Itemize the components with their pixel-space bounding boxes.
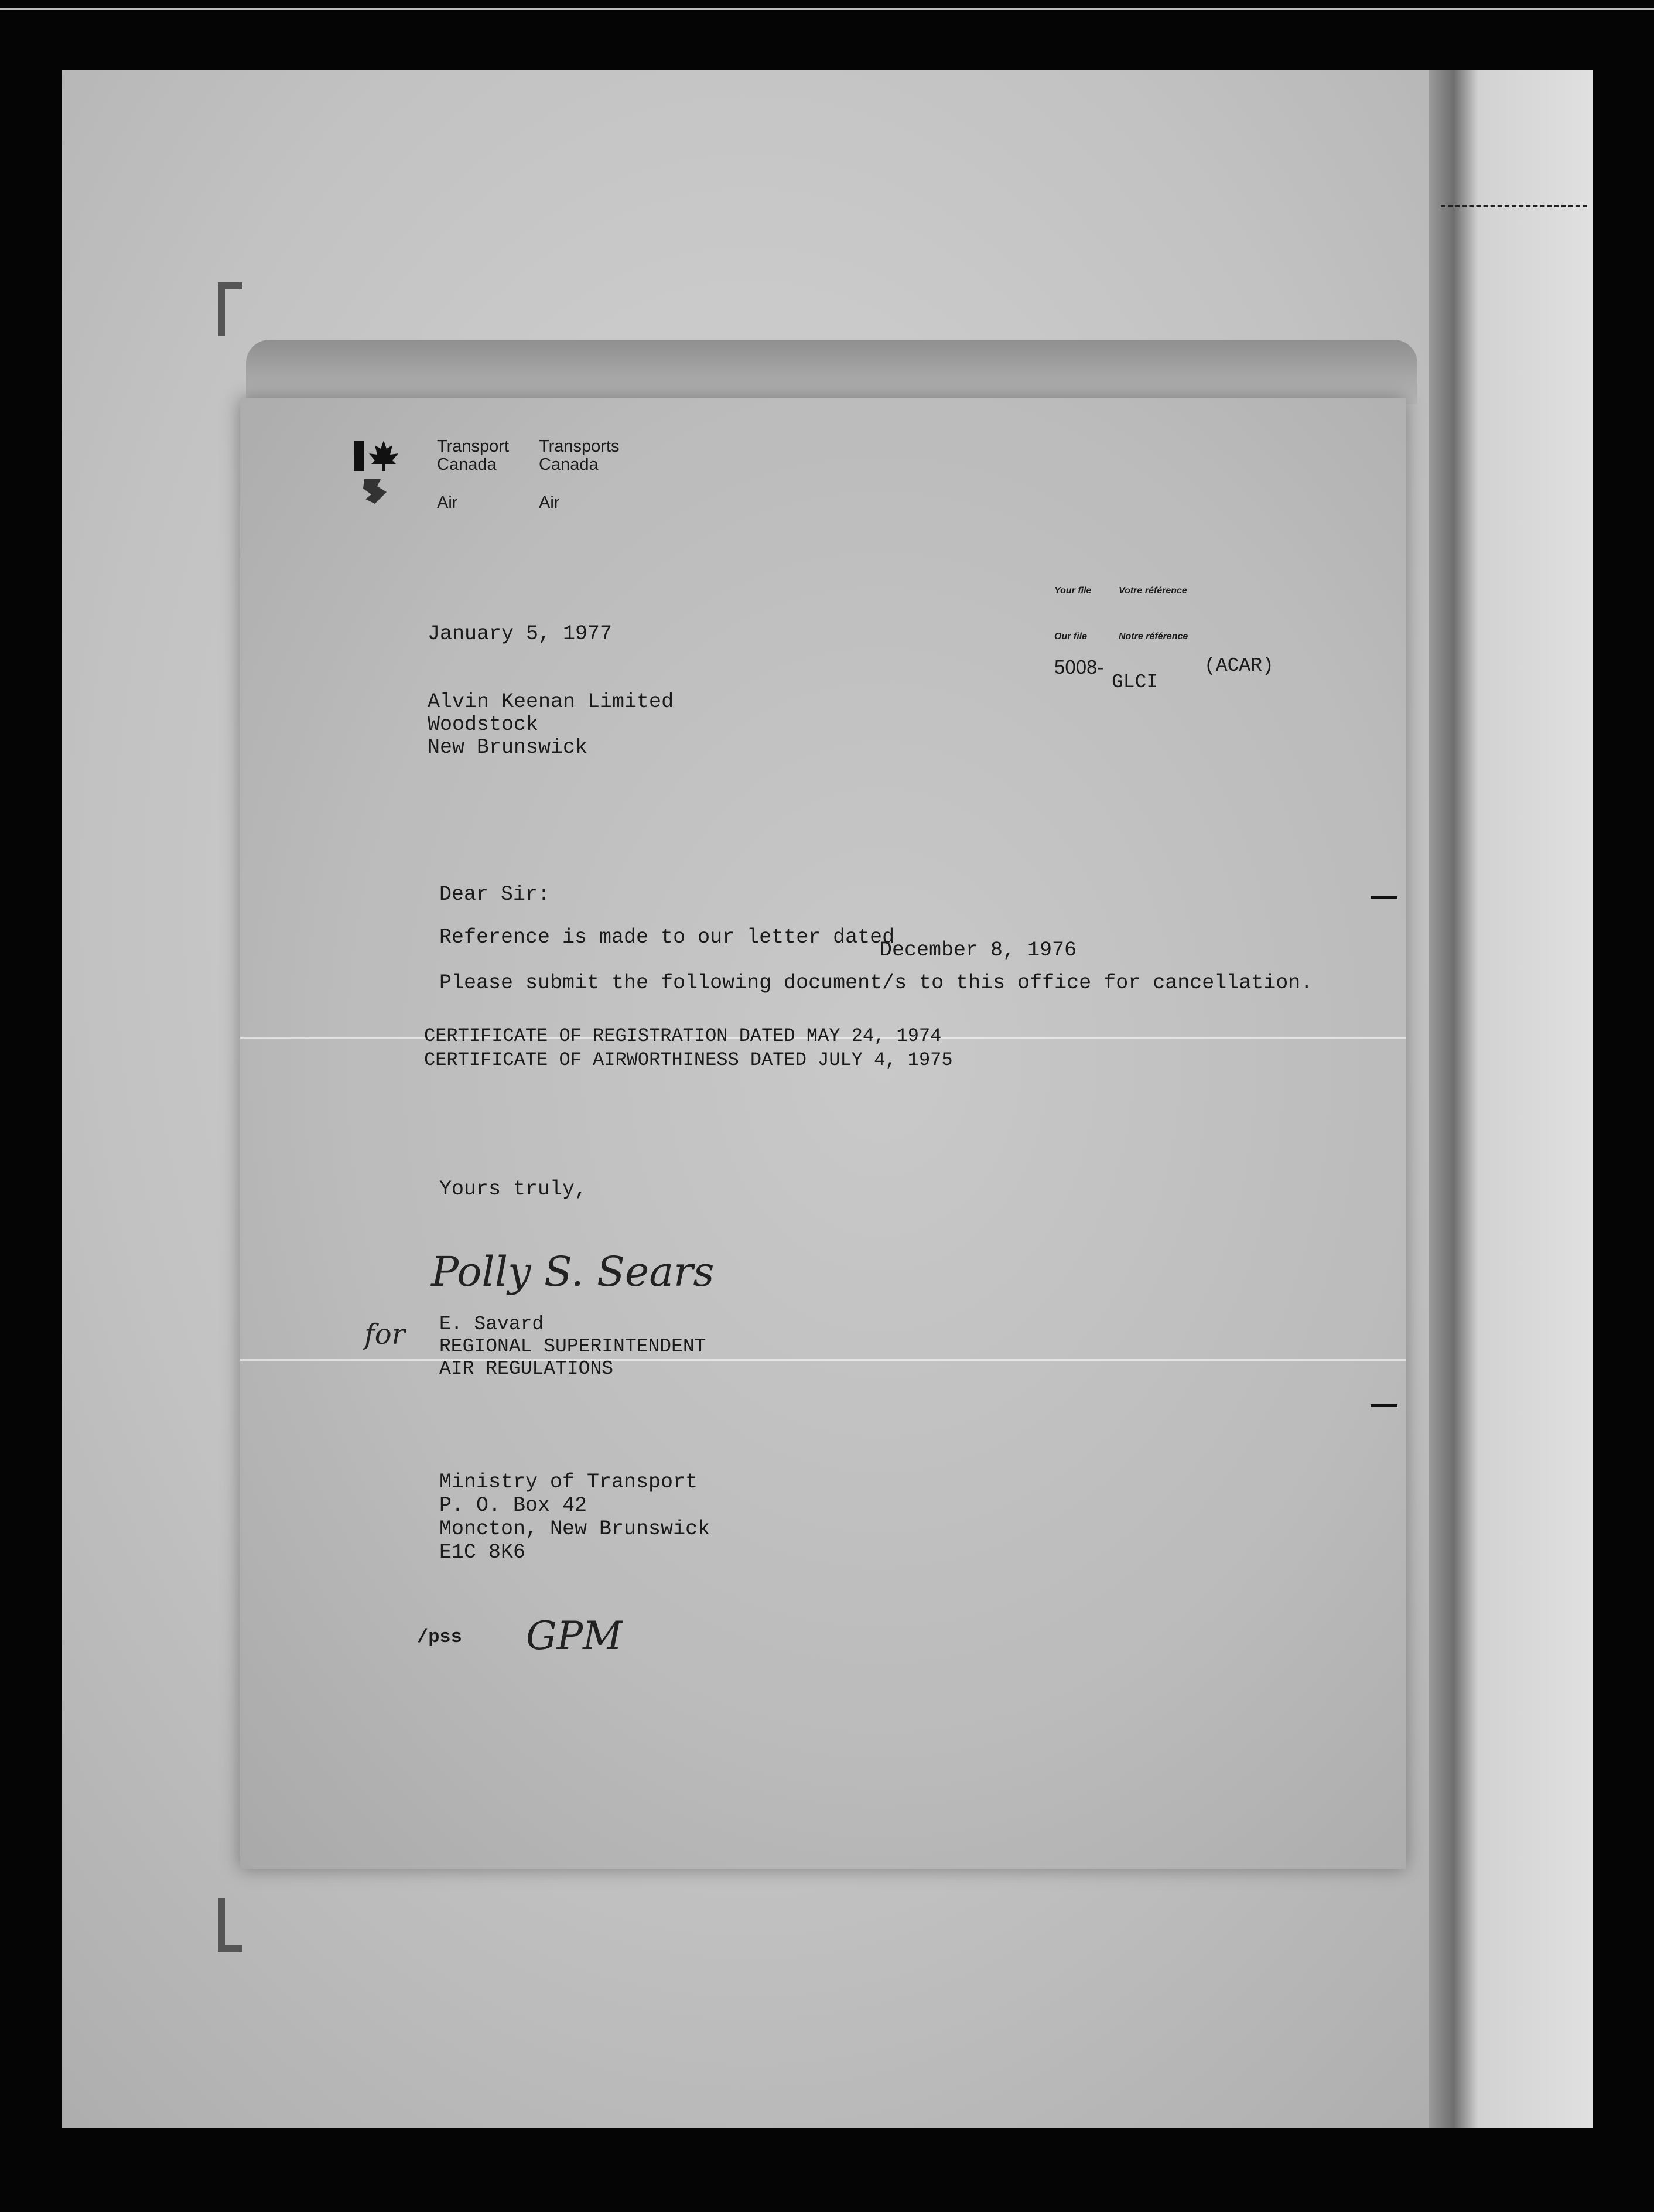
our-file-label-fr: Notre référence (1119, 631, 1188, 641)
corner-bracket-bottom (218, 1898, 242, 1952)
letter-page (240, 398, 1406, 1869)
for-mark: for (364, 1318, 405, 1351)
document-item: CERTIFICATE OF REGISTRATION DATED MAY 24, 1974 (424, 1025, 942, 1047)
letterhead-fr-line2: Canada (539, 455, 599, 474)
canada-flag-logo-icon (351, 438, 404, 508)
letterhead-en-line2: Canada (437, 455, 497, 474)
signatory-name: E. Savard (439, 1313, 544, 1335)
document-item: CERTIFICATE OF AIRWORTHINESS DATED JULY 4, 1975 (424, 1049, 953, 1071)
handwritten-signature: Polly S. Sears (431, 1248, 715, 1296)
letterhead-fr-line1: Transports (539, 437, 620, 456)
your-file-label-en: Your file (1054, 586, 1092, 596)
letter-fold-shadow (246, 340, 1417, 404)
our-file-code: (ACAR) (1204, 655, 1274, 677)
your-file-label-fr: Votre référence (1119, 586, 1187, 596)
page-edge-shadow (1429, 70, 1593, 2128)
recipient-province: New Brunswick (428, 736, 588, 759)
our-file-number: 5008- (1054, 656, 1104, 678)
corner-bracket-top (218, 282, 242, 336)
sender-address-line3: Moncton, New Brunswick (439, 1517, 710, 1541)
letterhead-en-line3: Air (437, 493, 458, 512)
letterhead-fr-line3: Air (539, 493, 560, 512)
dashed-edge-line (1441, 205, 1587, 207)
sender-address-line1: Ministry of Transport (439, 1470, 698, 1494)
our-file-label-en: Our file (1054, 631, 1088, 641)
film-border-top (0, 8, 1654, 10)
letterhead-en-line1: Transport (437, 437, 510, 456)
sender-address-line2: P. O. Box 42 (439, 1494, 587, 1517)
letter-date: January 5, 1977 (428, 622, 613, 646)
fold-crease (240, 1359, 1406, 1361)
signatory-title-line1: REGIONAL SUPERINTENDENT (439, 1336, 706, 1357)
typist-initials: /pss (417, 1626, 462, 1648)
handwritten-initials: GPM (526, 1613, 623, 1658)
sender-address-line4: E1C 8K6 (439, 1541, 526, 1564)
our-file-suffix: GLCI (1112, 671, 1159, 693)
closing: Yours truly, (439, 1177, 587, 1201)
signatory-title-line2: AIR REGULATIONS (439, 1358, 614, 1380)
margin-tick (1371, 1404, 1397, 1407)
reference-date: December 8, 1976 (880, 938, 1077, 962)
salutation: Dear Sir: (439, 883, 551, 906)
margin-tick (1371, 896, 1397, 899)
recipient-city: Woodstock (428, 713, 539, 736)
request-line: Please submit the following document/s to this office for cancellation. (439, 971, 1313, 995)
reference-line: Reference is made to our letter dated (439, 926, 895, 949)
recipient-name: Alvin Keenan Limited (428, 690, 674, 714)
